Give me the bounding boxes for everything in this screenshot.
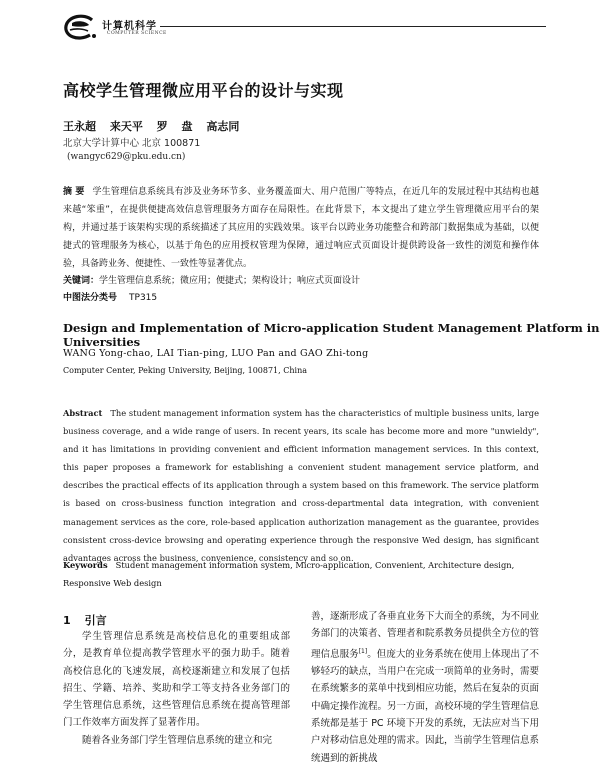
body-column-left xyxy=(63,628,290,749)
body-paragraph: 善，逐渐形成了各垂直业务下大而全的系统，为不同业务部门的决策者、管理者和院系教务员提供全方位的管理信息服务[1]。但庞大的业务系统在使用上体现出了不够轻巧的缺点，当用户在完成一项简单的业务时，需要在系统繁多的菜单中找到相应功能，然后在复杂的页面中确定操作流程。另一方面，高校环境的学生管理信息系统都是基于 PC 环境下开发的系统，无法应对当下用户对移动信息处理的需求。因此，当前学生管理信息系统遇到的新挑战 xyxy=(311,611,540,764)
author-email: (wangyc629@pku.edu.cn) xyxy=(67,152,186,162)
keywords-en xyxy=(63,556,539,592)
paper-title-en: Design and Implementation of Micro-application Student Management Platform in Universities xyxy=(63,321,600,349)
abstract-en-text: The student management information system has the characteristics of multiple business units, large business coverage, and a wide range of users. In recent years, its scale has become more and more "unwieldy", and it has limitations in providing convenient and efficient information management services. In this context, this paper proposes a framework for establishing a convenient student management service platform, and describes the practical effects of its application through a system based on this framework. The service platform is based on cross-business function integration and cross-departmental data integration, with convenient management services as the core, role-based application authorization management as the guarantee, provides consistent cross-device browsing and operating experience through the responsive Wed design, has significant advantages across the business, convenience, consistency and so on. xyxy=(63,408,539,563)
keywords-cn xyxy=(63,273,539,286)
authors-cn: 王永超 来天平 罗 盘 高志同 xyxy=(63,120,240,133)
authors-en: WANG Yong-chao, LAI Tian-ping, LUO Pan and GAO Zhi-tong xyxy=(63,348,369,359)
header-rule xyxy=(160,26,546,27)
keywords-cn-label: 关键词： xyxy=(63,276,100,286)
section-number: 1 xyxy=(63,614,71,627)
affiliation-en: Computer Center, Peking University, Beijing, 100871, China xyxy=(63,366,307,375)
keywords-en-label: Keywords xyxy=(63,560,108,570)
body-column-right xyxy=(311,608,539,767)
journal-logo xyxy=(62,14,100,42)
journal-name-cn: 计算机科学 xyxy=(102,21,157,32)
abstract-cn-text: 学生管理信息系统具有涉及业务环节多、业务覆盖面大、用户范围广等特点，在近几年的发展过程中其结构也越来越“笨重”，在提供便捷高效信息管理服务方面存在局限性。在此背景下，本文提出了建立学生管理微应用平台的架构，并通过基于该架构实现的系统描述了其应用的实践效果。该平台以跨业务功能整合和跨部门数据集成为基础，以便捷式的管理服务为核心，以基于角色的应用授权管理为保障，通过响应式页面设计提供跨设备一致性的浏览和操作体验，具备跨业务、便捷性、一致性等显著优点。 xyxy=(63,187,539,270)
journal-name-en: COMPUTER SCIENCE xyxy=(107,31,167,36)
clc-label: 中图法分类号 xyxy=(63,293,118,303)
abstract-cn-label: 摘 要 xyxy=(63,187,85,197)
affiliation-cn: 北京大学计算中心 北京 100871 xyxy=(63,138,201,149)
paper-title-cn: 高校学生管理微应用平台的设计与实现 xyxy=(63,81,344,100)
keywords-cn-text: 学生管理信息系统；微应用；便捷式；架构设计；响应式页面设计 xyxy=(99,276,361,286)
abstract-en-label: Abstract xyxy=(63,408,103,418)
body-paragraph: 随着各业务部门学生管理信息系统的建立和完 xyxy=(82,734,273,746)
abstract-cn xyxy=(63,183,539,273)
section-title: 引言 xyxy=(84,614,107,627)
clc-number xyxy=(63,290,157,303)
citation-ref: [1] xyxy=(358,647,368,655)
keywords-en-text: Student management information system, Micro-application, Convenient, Architecture design, Responsive Web design xyxy=(63,560,515,588)
abstract-en xyxy=(63,404,539,567)
clc-code: TP315 xyxy=(129,293,158,303)
body-paragraph: 学生管理信息系统是高校信息化的重要组成部分，是教育单位提高教学管理水平的强力助手。随着高校信息化的飞速发展，高校逐渐建立和发展了包括招生、学籍、培养、奖助和学工等支持各业务部门的学生管理信息系统，这些管理信息系统在提高管理部门工作效率方面发挥了显著作用。 xyxy=(63,631,290,729)
section-heading xyxy=(63,612,107,628)
